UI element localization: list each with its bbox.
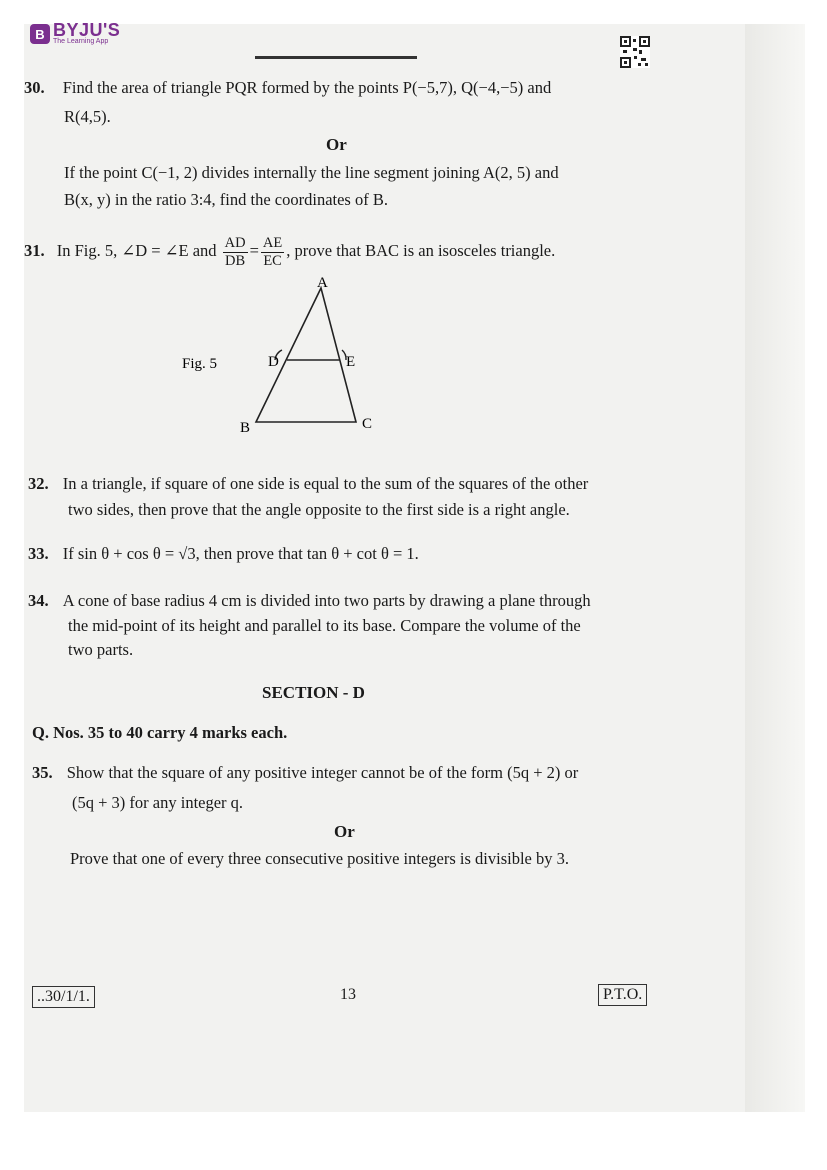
label-e: E (346, 354, 356, 370)
question-30-alt-line1: If the point C(−1, 2) divides internally the line segment joining A(2, 5) and (64, 163, 559, 182)
question-34-line3: two parts. (68, 640, 134, 659)
label-b: B (240, 420, 251, 436)
figure-caption: Fig. 5 (182, 356, 218, 372)
question-number: 31. (24, 241, 45, 260)
fraction-ae-ec (261, 235, 284, 270)
question-number: 35. (32, 763, 53, 782)
label-a: A (317, 276, 328, 291)
question-text: Find the area of triangle PQR formed by the points P(−5,7), Q(−4,−5) and (62, 78, 552, 97)
question-text: If sin θ + cos θ = √3, then prove that tan θ + cot θ = 1. (62, 544, 419, 563)
question-text: Show that the square of any positive integer cannot be of the form (5q + 2) or (66, 763, 579, 782)
byjus-logo (30, 22, 120, 46)
question-32 (28, 474, 588, 494)
question-35-line2: (5q + 3) for any integer q. (72, 793, 244, 812)
question-30 (24, 78, 551, 98)
question-30-alt-line2: B(x, y) in the ratio 3:4, find the coordinates of B. (64, 190, 388, 209)
section-marks-note: Q. Nos. 35 to 40 carry 4 marks each. (32, 723, 288, 742)
question-text-end: , prove that BAC is an isosceles triangle. (286, 241, 556, 260)
figure-5-triangle (170, 276, 430, 440)
fraction-numerator: AE (262, 234, 283, 251)
question-34 (28, 591, 591, 611)
equals-sign: = (249, 241, 259, 260)
question-number: 34. (28, 591, 49, 610)
question-text: In Fig. 5, ∠D = ∠E and (56, 241, 217, 260)
question-31 (24, 234, 555, 270)
header-rule (255, 56, 417, 59)
page-number: 13 (340, 986, 356, 1003)
paper-code: ..30/1/1. (32, 986, 95, 1008)
pto-label: P.T.O. (598, 984, 647, 1006)
question-34-line2: the mid-point of its height and parallel to its base. Compare the volume of the (68, 616, 581, 635)
or-label: Or (326, 135, 347, 154)
question-32-line2: two sides, then prove that the angle opposite to the first side is a right angle. (68, 500, 570, 519)
logo-tagline: The Learning App (53, 38, 109, 45)
question-text: In a triangle, if square of one side is equal to the sum of the squares of the other (62, 474, 589, 493)
or-label: Or (334, 822, 355, 841)
label-d: D (268, 354, 279, 370)
logo-mark: B (30, 24, 50, 44)
qr-code-icon (620, 36, 650, 68)
question-30-line2: R(4,5). (64, 107, 111, 126)
scanned-page (24, 20, 757, 1112)
fraction-numerator: AD (224, 234, 246, 251)
scan-edge (745, 24, 805, 1112)
question-number: 30. (24, 78, 45, 97)
question-35-alt: Prove that one of every three consecutive positive integers is divisible by 3. (70, 849, 569, 868)
question-number: 33. (28, 544, 49, 563)
question-text: A cone of base radius 4 cm is divided into two parts by drawing a plane through (62, 591, 591, 610)
fraction-denominator: DB (225, 252, 246, 269)
fraction-denominator: EC (263, 252, 282, 269)
question-number: 32. (28, 474, 49, 493)
logo-name: BYJU'S (53, 20, 121, 40)
label-c: C (362, 416, 373, 432)
question-35 (32, 763, 578, 783)
fraction-ad-db (223, 235, 248, 270)
section-title: SECTION - D (262, 683, 365, 702)
question-33 (28, 544, 419, 564)
